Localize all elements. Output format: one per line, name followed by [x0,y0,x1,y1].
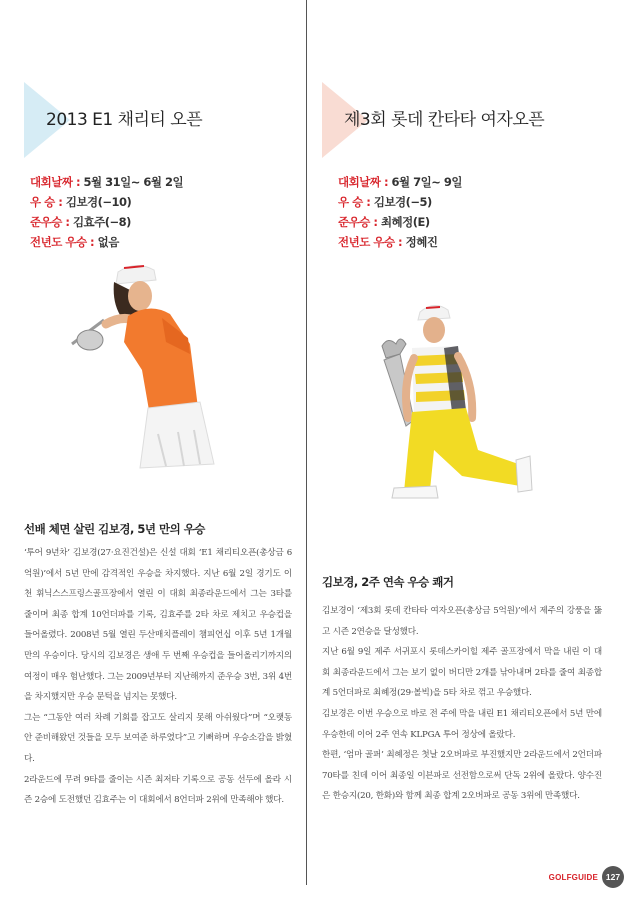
page-number: 127 [602,866,624,888]
golfer-trophy-photo [374,300,534,505]
article-headline: 김보경, 2주 연속 우승 쾌거 [322,575,454,589]
info-prev-winner: 전년도 우승 : 없음 [30,235,119,249]
paragraph: ‘투어 9년차’ 김보경(27·요진건설)은 신설 대회 ‘E1 채리티오픈(총상금 6억원)’에서 5년 만에 감격적인 우승을 차지했다. 지난 6월 2일 경기도 이천 휘닉스스프링스골프장에서 열린 이 대회 최종라운드에서 그는 3타를 줄이며 최종 합계 10언더파를 기록, 김효주를 2타 차로 제치고 우승컵을 들어올렸다. 2008년 5월 열린 두산매치플레이 챔피언십 이후 5년 1개월 만의 우승이다. 당시의 김보경은 생애 두 번째 우승컵을 들어올리기까지의 여정이 매우 험난했다. 그는 2009년부터 지난해까지 준우승 3번, 3위 4번을 차지했지만 우승 문턱을 넘지는 못했다. [24,548,292,703]
info-date: 대회날짜 : 5월 31일~ 6월 2일 [30,175,184,189]
info-prev-winner: 전년도 우승 : 정혜진 [338,235,438,249]
article-headline: 선배 체면 살린 김보경, 5년 만의 우승 [24,522,205,536]
page-footer [549,866,624,888]
info-winner: 우 승 : 김보경(−5) [338,195,432,209]
paragraph: 그는 “그동안 여러 차례 기회를 잡고도 살리지 못해 아쉬웠다”며 “오랫동안 준비해왔던 것들을 모두 보여준 하루였다”고 기뻐하며 우승소감을 밝혔다. [24,712,292,764]
event-title: 2013 E1 채리티 오픈 [46,110,203,130]
paragraph: 한편, ‘엄마 골퍼’ 최혜정은 첫날 2오버파로 부진했지만 2라운드에서 2언더파 70타를 친데 이어 최종일 이븐파로 선전함으로써 단독 2위에 올랐다. 양수진은 한승지(20, 한화)와 함께 최종 합계 2오버파로 공동 3위에 만족했다. [322,750,602,802]
golfer-swing-photo [66,258,246,470]
magazine-brand: GOLFGUIDE [548,872,598,882]
event-info [30,172,183,252]
paragraph: 김보경이 ‘제3회 롯데 칸타타 여자오픈(총상금 5억원)’에서 제주의 강풍을 뚫고 시즌 2연승을 달성했다. [322,606,602,637]
paragraph: 지난 6월 9일 제주 서귀포시 롯데스카이힐 제주 골프장에서 막을 내린 이 대회 최종라운드에서 그는 보기 없이 버디만 2개를 낚아내며 2타를 줄여 최종합계 5언더파로 최혜정(29·볼빅)을 5타 차로 꺾고 우승했다. [322,647,602,699]
paragraph: 2라운드에 무려 9타를 줄이는 시즌 최저타 기록으로 공동 선두에 올라 시즌 2승에 도전했던 김효주는 이 대회에서 8언더파 2위에 만족해야 했다. [24,774,292,806]
event-title: 제3회 롯데 칸타타 여자오픈 [344,110,545,130]
article-body [24,543,292,811]
info-runner-up: 준우승 : 최혜정(E) [338,215,430,229]
info-runner-up: 준우승 : 김효주(−8) [30,215,131,229]
info-date: 대회날짜 : 6월 7일~ 9일 [338,175,463,189]
column-divider [306,0,307,885]
event-info [338,172,462,252]
article-body [322,601,602,807]
paragraph: 김보경은 이번 우승으로 바로 전 주에 막을 내린 E1 채리티오픈에서 5년 만에 우승한데 이어 2주 연속 KLPGA 투어 정상에 올랐다. [322,708,602,740]
info-winner: 우 승 : 김보경(−10) [30,195,132,209]
